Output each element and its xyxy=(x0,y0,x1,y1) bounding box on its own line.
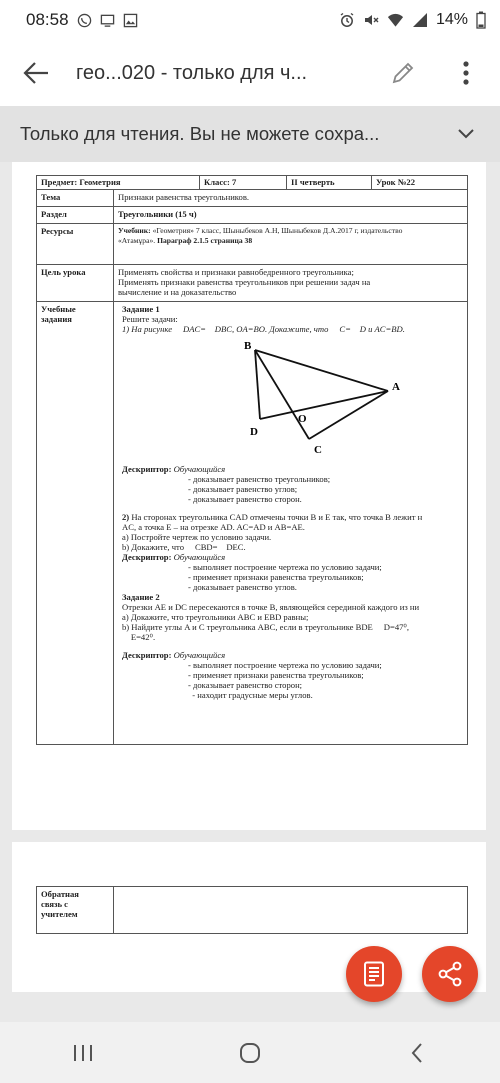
task3-a: a) Докажите, что треугольники ABC и EBD равны; xyxy=(122,612,309,622)
resources-value xyxy=(114,224,468,265)
read-only-banner[interactable] xyxy=(0,106,500,162)
reading-mode-button[interactable] xyxy=(346,946,402,1002)
home-button[interactable] xyxy=(220,1028,280,1078)
triangle-figure xyxy=(234,336,414,456)
paragraph-ref: Параграф 2.1.5 страница 38 xyxy=(157,235,253,245)
topic-row xyxy=(37,190,468,207)
feedback-row xyxy=(37,887,468,934)
monitor-icon xyxy=(100,13,115,28)
task2-line-1: 2) На сторонах треугольника CAD отмечены точки B и E так, что точка B лежит н xyxy=(122,512,423,522)
share-button[interactable] xyxy=(422,946,478,1002)
feedback-table xyxy=(36,886,468,934)
goal-value xyxy=(114,265,468,302)
back-nav-button[interactable] xyxy=(387,1028,447,1078)
banner-text: Только для чтения. Вы не можете сохра... xyxy=(20,123,380,144)
descriptor-1: Дескриптор: Обучающийся xyxy=(122,464,226,474)
resources-label: Ресурсы xyxy=(37,224,114,265)
more-options-button[interactable] xyxy=(448,52,484,94)
task1-text: 1) На рисунке DAC= DBC, OA=BO. Докажите, что C= D и AC=BD. xyxy=(122,324,374,334)
label-c: C xyxy=(314,444,322,456)
pencil-icon xyxy=(390,60,416,86)
document-reader-icon xyxy=(362,961,386,987)
section-value: Треугольники (15 ч) xyxy=(114,207,468,224)
feedback-value xyxy=(114,887,468,934)
section-label: Раздел xyxy=(37,207,114,224)
status-bar xyxy=(0,0,500,40)
wifi-icon xyxy=(387,12,404,28)
arrow-left-icon xyxy=(21,58,51,88)
tasks-label: Учебные задания xyxy=(37,302,114,745)
navigation-bar xyxy=(0,1022,500,1083)
home-icon xyxy=(238,1041,262,1065)
quarter-label: II четверть xyxy=(287,176,372,189)
tasks-content xyxy=(114,302,468,745)
recent-apps-button[interactable] xyxy=(53,1028,113,1078)
recent-apps-icon xyxy=(72,1043,94,1063)
share-icon xyxy=(437,961,463,987)
edit-button[interactable] xyxy=(382,52,424,94)
status-time: 08:58 xyxy=(26,10,69,29)
label-o: O xyxy=(298,413,307,425)
descriptor-2-item: - доказывает равенство углов. xyxy=(188,582,297,592)
publisher-text: «Атамұра». xyxy=(118,235,158,245)
task3-b: b) Найдите углы A и C треугольника ABC, если в треугольнике BDE D=47⁰, xyxy=(122,622,401,632)
task2-b: b) Докажите, что CBD= DEC. xyxy=(122,542,231,552)
goal-line-3: вычисление и на доказательство xyxy=(118,287,237,297)
more-vert-icon xyxy=(462,60,470,86)
label-d: D xyxy=(250,426,258,438)
grade-label: Класс: 7 xyxy=(200,176,287,189)
feedback-label: Обратная связь с учителем xyxy=(37,887,114,934)
label-a: A xyxy=(392,381,400,393)
task1-intro: Решите задачи: xyxy=(122,314,178,324)
descriptor-3-item: - находит градусные меры углов. xyxy=(188,690,313,700)
resources-row xyxy=(37,224,468,265)
document-title: гео...020 - только для ч... xyxy=(76,61,308,84)
task3-line-1: Отрезки AE и DC пересекаются в точке B, являющейся серединой каждого из ни xyxy=(122,602,420,612)
goal-line-1: Применять свойства и признаки равнобедренного треугольника; xyxy=(118,267,354,277)
subject-label: Предмет: Геометрия xyxy=(37,176,200,189)
descriptor-2-item: - применяет признаки равенства треугольников; xyxy=(188,572,364,582)
battery-icon xyxy=(476,11,486,29)
battery-percent: 14% xyxy=(435,11,468,28)
section-row xyxy=(37,207,468,224)
task3-title: Задание 2 xyxy=(122,592,160,602)
descriptor-3-item: - выполняет построение чертежа по условию задачи; xyxy=(188,660,382,670)
document-page-2 xyxy=(12,842,486,992)
goal-label: Цель урока xyxy=(37,265,114,302)
textbook-text: «Геометрия» 7 класс, Шыныбеков А.Н, Шыныбеков Д.А.2017 г, издательство xyxy=(150,226,403,235)
mute-icon xyxy=(363,12,379,28)
notification-icons xyxy=(77,13,138,28)
lesson-header-row xyxy=(37,176,468,190)
whatsapp-icon xyxy=(77,13,92,28)
descriptor-1-item: - доказывает равенство углов; xyxy=(188,484,298,494)
descriptor-2: Дескриптор: Обучающийся xyxy=(122,552,226,562)
system-icons xyxy=(339,0,486,40)
descriptor-3-item: - доказывает равенство сторон; xyxy=(188,680,303,690)
descriptor-3: Дескриптор: Обучающийся xyxy=(122,650,226,660)
chevron-down-icon[interactable] xyxy=(454,122,478,146)
task2-a: a) Постройте чертеж по условию задачи. xyxy=(122,532,272,542)
task1-title: Задание 1 xyxy=(122,304,160,314)
lesson-table xyxy=(36,175,468,745)
figure-lines xyxy=(255,350,388,439)
label-b: B xyxy=(244,340,252,352)
chevron-left-icon xyxy=(409,1041,425,1065)
descriptor-1-item: - доказывает равенство сторон. xyxy=(188,494,302,504)
back-button[interactable] xyxy=(6,43,66,103)
goal-row xyxy=(37,265,468,302)
descriptor-3-item: - применяет признаки равенства треугольников; xyxy=(188,670,364,680)
tasks-row xyxy=(37,302,468,745)
document-page-1 xyxy=(12,162,486,830)
descriptor-1-item: - доказывает равенство треугольников; xyxy=(188,474,331,484)
textbook-label: Учебник: xyxy=(118,226,151,235)
task3-c: E=42⁰. xyxy=(122,632,147,642)
alarm-icon xyxy=(339,12,355,28)
lesson-number: Урок №22 xyxy=(376,177,416,187)
task2-line-2: AC, а точка E – на отрезке AD. AC=AD и AB=AE. xyxy=(122,522,305,532)
descriptor-2-item: - выполняет построение чертежа по условию задачи; xyxy=(188,562,382,572)
image-icon xyxy=(123,13,138,28)
topic-value: Признаки равенства треугольников. xyxy=(114,190,468,207)
app-bar xyxy=(0,40,500,106)
goal-line-2: Применять признаки равенства треугольников при решении задач на xyxy=(118,277,371,287)
signal-icon xyxy=(412,12,428,28)
topic-label: Тема xyxy=(37,190,114,207)
